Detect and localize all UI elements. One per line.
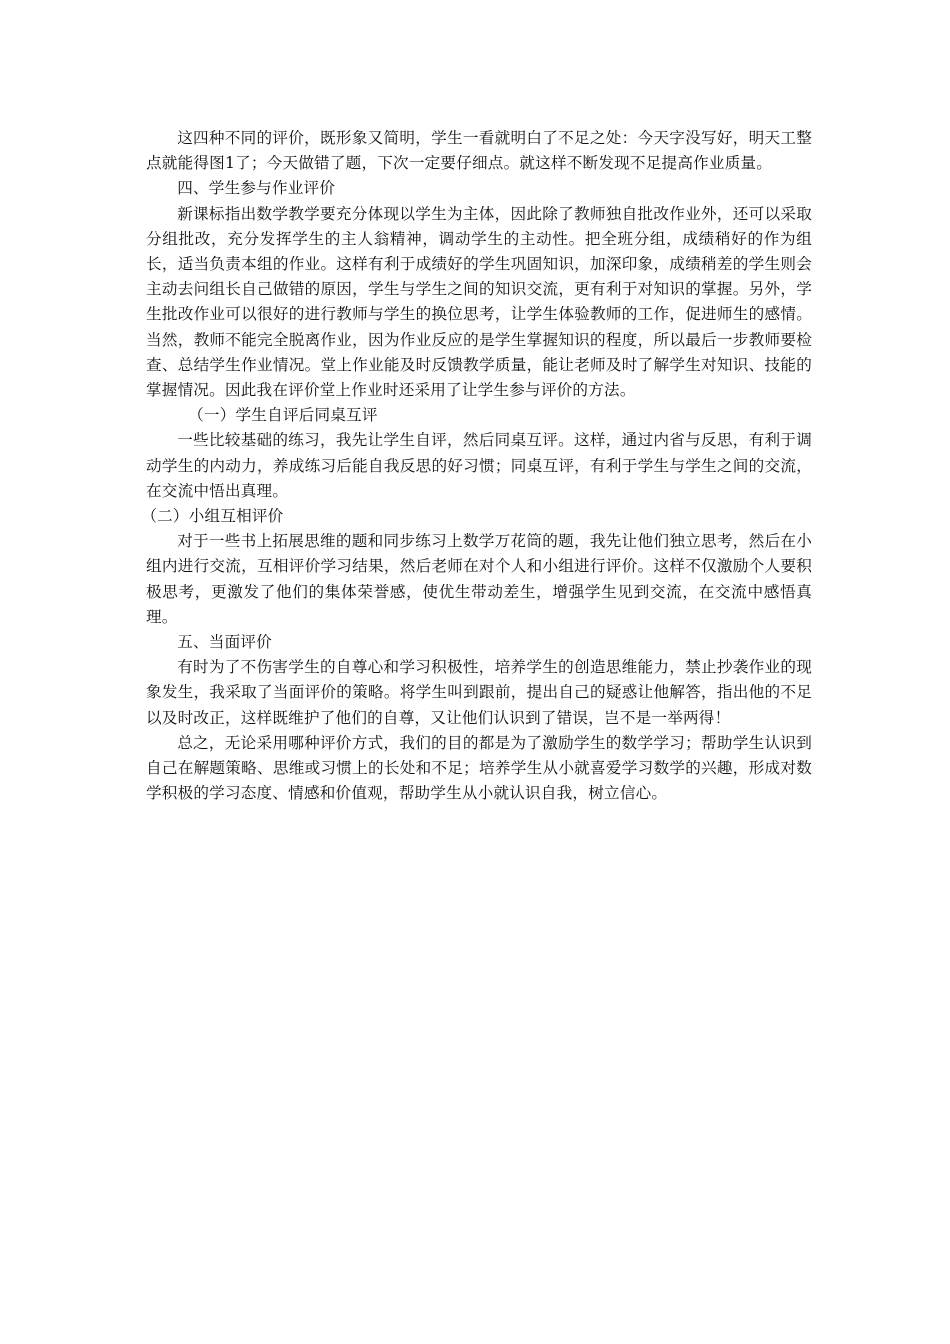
subheading-group-review: （二）小组互相评价 — [141, 507, 284, 526]
section-heading-face-to-face: 五、当面评价 — [177, 633, 272, 652]
paragraph-face-to-face: 有时为了不伤害学生的自尊心和学习积极性，培养学生的创造思维能力，禁止抄袭作业的现象发生，我采取了当面评价的策略。将学生叫到跟前，提出自己的疑惑让他解答，指出他的不足以及时改正，这样既维护了他们的自尊，又让他们认识到了错误，岂不是一举两得！ — [146, 658, 812, 727]
paragraph-conclusion: 总之，无论采用哪种评价方式，我们的目的都是为了激励学生的数学学习；帮助学生认识到自己在解题策略、思维或习惯上的长处和不足；培养学生从小就喜爱学习数学的兴趣，形成对数学积极的学习态度、情感和价值观，帮助学生从小就认识自我，树立信心。 — [146, 733, 812, 803]
section-heading-student-participation: 四、学生参与作业评价 — [177, 179, 336, 198]
subheading-self-and-peer-review: （一）学生自评后同桌互评 — [188, 406, 378, 425]
paragraph-evaluation-forms: 这四种不同的评价，既形象又简明，学生一看就明白了不足之处：今天字没写好，明天工整点就能得图1了；今天做错了题，下次一定要仔细点。就这样不断发现不足提高作业质量。 — [146, 129, 812, 173]
paragraph-self-review: 一些比较基础的练习，我先让学生自评，然后同桌互评。这样，通过内省与反思，有利于调动学生的内动力，养成练习后能自我反思的好习惯；同桌互评，有利于学生与学生之间的交流，在交流中悟出真理。 — [146, 431, 812, 500]
document-body — [141, 126, 812, 806]
paragraph-group-review: 对于一些书上拓展思维的题和同步练习上数学万花筒的题，我先让他们独立思考，然后在小组内进行交流，互相评价学习结果，然后老师在对个人和小组进行评价。这样不仅激励个人要积极思考，更激发了他们的集体荣誉感，使优生带动差生，增强学生见到交流，在交流中感悟真理。 — [146, 532, 812, 626]
paragraph-group-grading: 新课标指出数学教学要充分体现以学生为主体，因此除了教师独自批改作业外，还可以采取分组批改，充分发挥学生的主人翁精神，调动学生的主动性。把全班分组，成绩稍好的作为组长，适当负责本组的作业。这样有利于成绩好的学生巩固知识，加深印象，成绩稍差的学生则会主动去问组长自己做错的原因，学生与学生之间的知识交流，更有利于对知识的掌握。另外，学生批改作业可以很好的进行教师与学生的换位思考，让学生体验教师的工作，促进师生的感情。当然，教师不能完全脱离作业，因为作业反应的是学生掌握知识的程度，所以最后一步教师要检查、总结学生作业情况。堂上作业能及时反馈教学质量，能让老师及时了解学生对知识、技能的掌握情况。因此我在评价堂上作业时还采用了让学生参与评价的方法。 — [146, 204, 812, 400]
